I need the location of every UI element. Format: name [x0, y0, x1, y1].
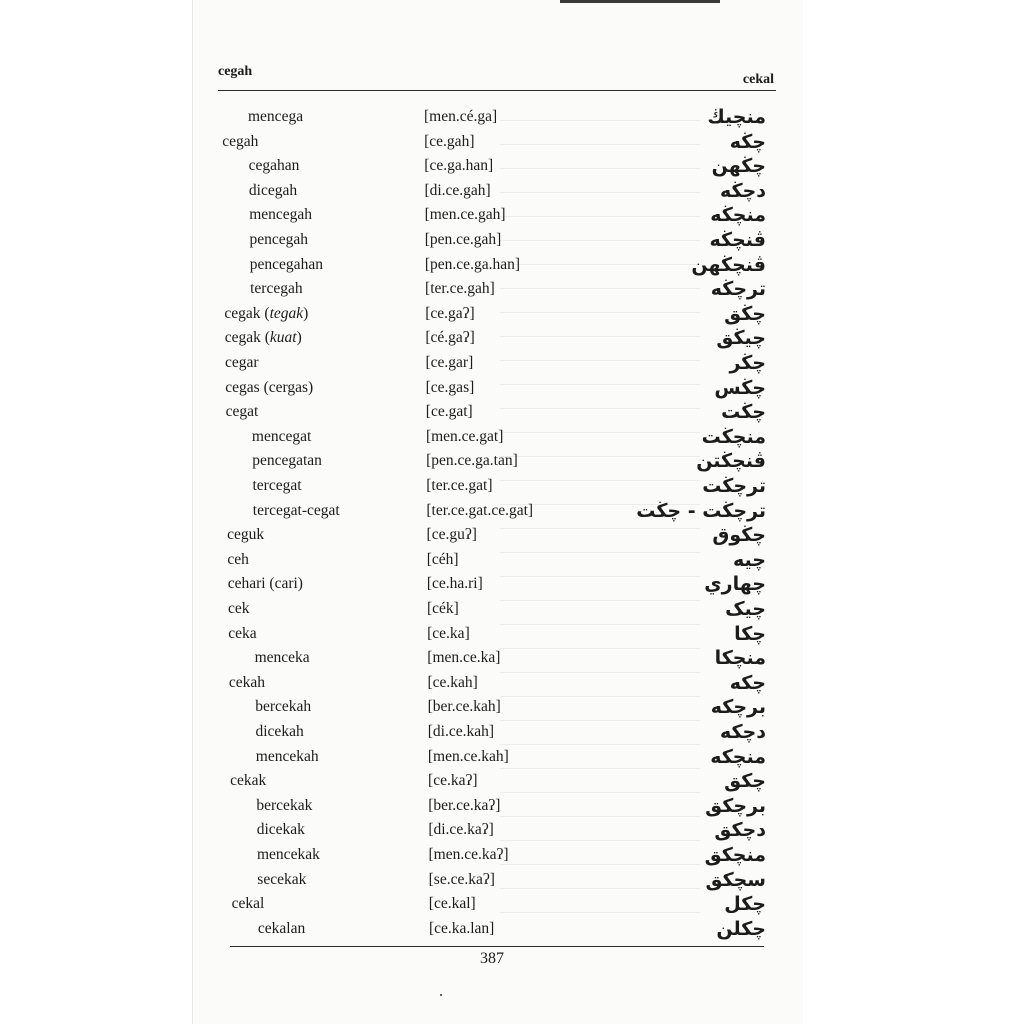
dictionary-entry — [0, 130, 1024, 157]
entry-word-text: pencegahan — [249, 255, 323, 273]
entry-word-text: ceguk — [227, 526, 265, 544]
entry-word-text: ceka — [228, 624, 257, 642]
entry-jawi: چڬس — [714, 376, 766, 399]
entry-word-text: menceka — [254, 649, 310, 667]
entry-jawi: چهاري — [704, 573, 766, 596]
entry-word: cegak (kuat) — [224, 329, 302, 347]
entry-pronunciation: [ce.ha.ri] — [426, 575, 483, 593]
dictionary-entry — [0, 600, 1024, 624]
entry-word — [256, 748, 319, 766]
entry-pronunciation: [men.ce.kah] — [427, 747, 509, 765]
dictionary-entry — [0, 548, 1024, 575]
dictionary-entry — [0, 477, 1024, 501]
entry-word — [228, 600, 250, 618]
entry-pronunciation: [ce.kaʔ] — [428, 772, 478, 790]
entry-pronunciation: [men.cé.ga] — [424, 108, 498, 125]
entry-jawi: چکق — [724, 770, 766, 793]
entry-pronunciation: [ce.gah] — [424, 132, 475, 150]
entry-word — [250, 231, 309, 249]
entry-pronunciation: [men.ce.gat] — [425, 427, 504, 445]
entry-word-text: bercekak — [256, 796, 313, 814]
entry-pronunciation: [ber.ce.kah] — [427, 698, 501, 716]
entry-word-text: pencegatan — [252, 452, 322, 470]
entry-pronunciation: [ce.kal] — [428, 895, 476, 913]
entry-word — [257, 846, 320, 864]
entry-word-text: dicekah — [255, 723, 304, 740]
entry-word-text: mencekak — [257, 846, 320, 863]
entry-word-text: mencega — [248, 108, 304, 125]
entry-word-text: secekak — [257, 870, 307, 888]
entry-jawi: چڬه — [729, 130, 766, 153]
dictionary-entry — [0, 425, 1024, 452]
entry-pronunciation: [ber.ce.kaʔ] — [428, 796, 501, 814]
entry-word — [257, 871, 306, 889]
entry-pronunciation: [ce.ga.han] — [424, 157, 494, 175]
entry-word-note: kuat — [269, 329, 297, 347]
entry-word-text: cegahan — [248, 157, 300, 175]
entry-word-text: mencegat — [251, 427, 312, 445]
entry-word — [252, 428, 311, 446]
entry-word — [227, 526, 264, 544]
dictionary-entry — [0, 253, 1024, 280]
footer-rule — [230, 946, 764, 947]
entry-jawi: برچکه — [710, 696, 766, 719]
entry-jawi: برچکق — [705, 794, 766, 817]
entry-jawi: چڬق — [724, 302, 766, 325]
entry-word — [230, 772, 266, 790]
entry-jawi: دچکق — [714, 819, 766, 842]
entry-pronunciation: [di.ce.gah] — [424, 181, 491, 199]
entry-jawi: چکل — [724, 893, 766, 916]
entry-word-text: mencegah — [249, 206, 313, 224]
dictionary-entry — [0, 671, 1024, 698]
entry-word — [252, 452, 322, 470]
entry-pronunciation: [ter.ce.gat.ce.gat] — [426, 501, 534, 519]
entry-word-text: cekal — [231, 895, 265, 913]
entry-word — [222, 133, 258, 151]
dictionary-entry — [0, 917, 1024, 944]
entry-word: cegak (tegak) — [224, 304, 309, 322]
print-speck — [440, 994, 442, 996]
entry-jawi: چڬهن — [711, 155, 766, 178]
entry-word — [225, 379, 313, 397]
entry-word-text: cegak — [224, 329, 261, 347]
dictionary-entry — [0, 157, 1024, 181]
entry-jawi: چڬر — [729, 352, 766, 374]
entry-word — [226, 403, 259, 421]
entry-pronunciation: [ce.gar] — [425, 354, 474, 371]
entry-pronunciation: [se.ce.kaʔ] — [428, 870, 495, 888]
entry-word — [249, 206, 312, 224]
entry-jawi: ڤنچڬهن — [691, 253, 766, 276]
entry-word — [257, 821, 305, 839]
dictionary-entry — [0, 723, 1024, 747]
page-number: 387 — [480, 950, 504, 967]
entry-word — [229, 674, 265, 692]
entry-word — [225, 354, 259, 372]
entry-word — [253, 502, 340, 520]
entry-jawi: چکا — [734, 622, 766, 645]
entry-word — [253, 477, 302, 495]
entry-word-text: pencegah — [249, 231, 309, 248]
entry-word — [248, 108, 303, 126]
dictionary-entry — [0, 280, 1024, 304]
entry-word-text: tercegat — [252, 477, 302, 494]
dictionary-entry — [0, 698, 1024, 722]
dictionary-entry — [0, 179, 1024, 206]
header-first-word: cegah — [218, 64, 253, 79]
entry-word-text: cegak — [224, 304, 261, 322]
entry-pronunciation: [céh] — [426, 550, 459, 568]
dictionary-entry — [0, 526, 1024, 550]
entry-pronunciation: [men.ce.kaʔ] — [428, 846, 509, 863]
dictionary-entry — [0, 452, 1024, 476]
entry-word — [256, 797, 312, 815]
entry-word — [228, 625, 256, 643]
entry-word-text: bercekah — [255, 698, 312, 716]
entry-word — [256, 723, 304, 741]
entry-jawi: ڤنچڬتن — [696, 450, 766, 473]
dictionary-entry — [0, 846, 1024, 870]
entry-word-text: cegar — [225, 354, 259, 371]
entry-word-text: mencekah — [255, 747, 319, 765]
entry-jawi: منچڬت — [701, 425, 766, 448]
entry-word-text: cekah — [228, 673, 266, 691]
entry-word — [227, 551, 249, 569]
entry-jawi: منچيڬ — [707, 106, 766, 128]
entry-jawi: دچڬه — [719, 179, 766, 202]
entry-jawi: ترچڬه — [710, 278, 766, 301]
entry-word-text: cek — [228, 600, 250, 617]
entry-jawi: ترچڬت - چڬت — [636, 499, 766, 522]
dictionary-entry — [0, 794, 1024, 821]
dictionary-entry — [0, 231, 1024, 255]
dictionary-entry — [0, 868, 1024, 895]
entry-word — [258, 920, 305, 938]
dictionary-entry — [0, 376, 1024, 403]
entry-pronunciation: [ce.gaʔ] — [425, 304, 475, 322]
entry-jawi: ڤنچڬه — [709, 229, 766, 251]
entry-pronunciation: [ce.kah] — [427, 673, 478, 691]
entry-jawi: چيه — [733, 548, 766, 571]
entry-word-text: cegas (cergas) — [225, 378, 314, 396]
dictionary-entry — [0, 895, 1024, 919]
entry-pronunciation: [pen.ce.ga.han] — [424, 255, 520, 273]
dictionary-entry — [0, 772, 1024, 796]
entry-pronunciation: [ter.ce.gah] — [425, 280, 495, 298]
entry-pronunciation: [men.ce.gah] — [424, 206, 506, 224]
entry-word — [255, 649, 310, 667]
entry-pronunciation: [ce.ka] — [427, 624, 470, 642]
entry-word-text: cekak — [230, 772, 267, 790]
dictionary-entry — [0, 499, 1024, 526]
entry-jawi: چکلن — [716, 917, 766, 940]
entry-jawi: ترچڬت — [702, 475, 766, 497]
entry-jawi: چيک — [725, 598, 766, 620]
entry-jawi: چڬت — [721, 401, 766, 424]
entry-pronunciation: [ce.gas] — [425, 378, 475, 396]
entry-word-text: cehari (cari) — [227, 575, 303, 593]
entry-word — [249, 157, 300, 175]
entry-pronunciation: [ter.ce.gat] — [426, 477, 493, 494]
entry-jawi: چکه — [729, 671, 766, 694]
entry-jawi: منچڬه — [710, 204, 766, 227]
entry-word — [250, 280, 303, 298]
entry-jawi: چڬوق — [712, 524, 766, 547]
dictionary-entry — [0, 821, 1024, 845]
entry-word-text: tercegat-cegat — [252, 501, 340, 519]
entry-word-text: cegat — [225, 403, 259, 421]
entry-pronunciation: [di.ce.kaʔ] — [428, 821, 494, 839]
entry-pronunciation: [men.ce.ka] — [427, 649, 501, 667]
entry-pronunciation: [ce.ka.lan] — [428, 919, 495, 937]
dictionary-entry — [0, 329, 1024, 353]
entry-jawi: چيڬق — [716, 327, 766, 350]
entry-jawi: منچکق — [704, 844, 766, 866]
dictionary-entry — [0, 403, 1024, 427]
entry-word-text: cekalan — [257, 919, 306, 937]
entry-pronunciation: [ce.guʔ] — [426, 526, 477, 544]
entry-word-text: dicegah — [248, 181, 298, 199]
entry-word — [232, 895, 265, 913]
dictionary-entry — [0, 575, 1024, 599]
dictionary-entry — [0, 354, 1024, 378]
dictionary-entry — [0, 649, 1024, 673]
entry-jawi: منچکا — [714, 647, 766, 670]
entry-pronunciation: [pen.ce.ga.tan] — [426, 452, 518, 470]
entry-pronunciation: [cék] — [427, 600, 459, 617]
dictionary-entry — [0, 302, 1024, 329]
dictionary-entry — [0, 622, 1024, 649]
entry-word-text: ceh — [227, 550, 249, 568]
dictionary-entry — [0, 745, 1024, 772]
entry-pronunciation: [di.ce.kah] — [427, 723, 495, 740]
entry-word — [255, 698, 311, 716]
dictionary-entry — [0, 206, 1024, 230]
entry-word-text: tercegah — [250, 280, 303, 298]
entry-word-text: dicekak — [256, 821, 305, 839]
entry-jawi: دچکه — [719, 721, 766, 743]
entry-jawi: منچکه — [710, 745, 766, 768]
entry-word-text: cegah — [222, 132, 259, 150]
entry-pronunciation: [ce.gat] — [425, 403, 473, 421]
entry-word — [250, 256, 323, 274]
header-last-word: cekal — [742, 72, 774, 87]
entry-word — [228, 575, 303, 593]
entry-word-note: tegak — [269, 304, 304, 322]
entry-pronunciation: [pen.ce.gah] — [424, 231, 502, 248]
entry-jawi: سچکق — [705, 868, 766, 891]
entry-word — [249, 182, 297, 200]
entry-pronunciation: [cé.gaʔ] — [425, 329, 475, 347]
dictionary-entry — [0, 108, 1024, 132]
